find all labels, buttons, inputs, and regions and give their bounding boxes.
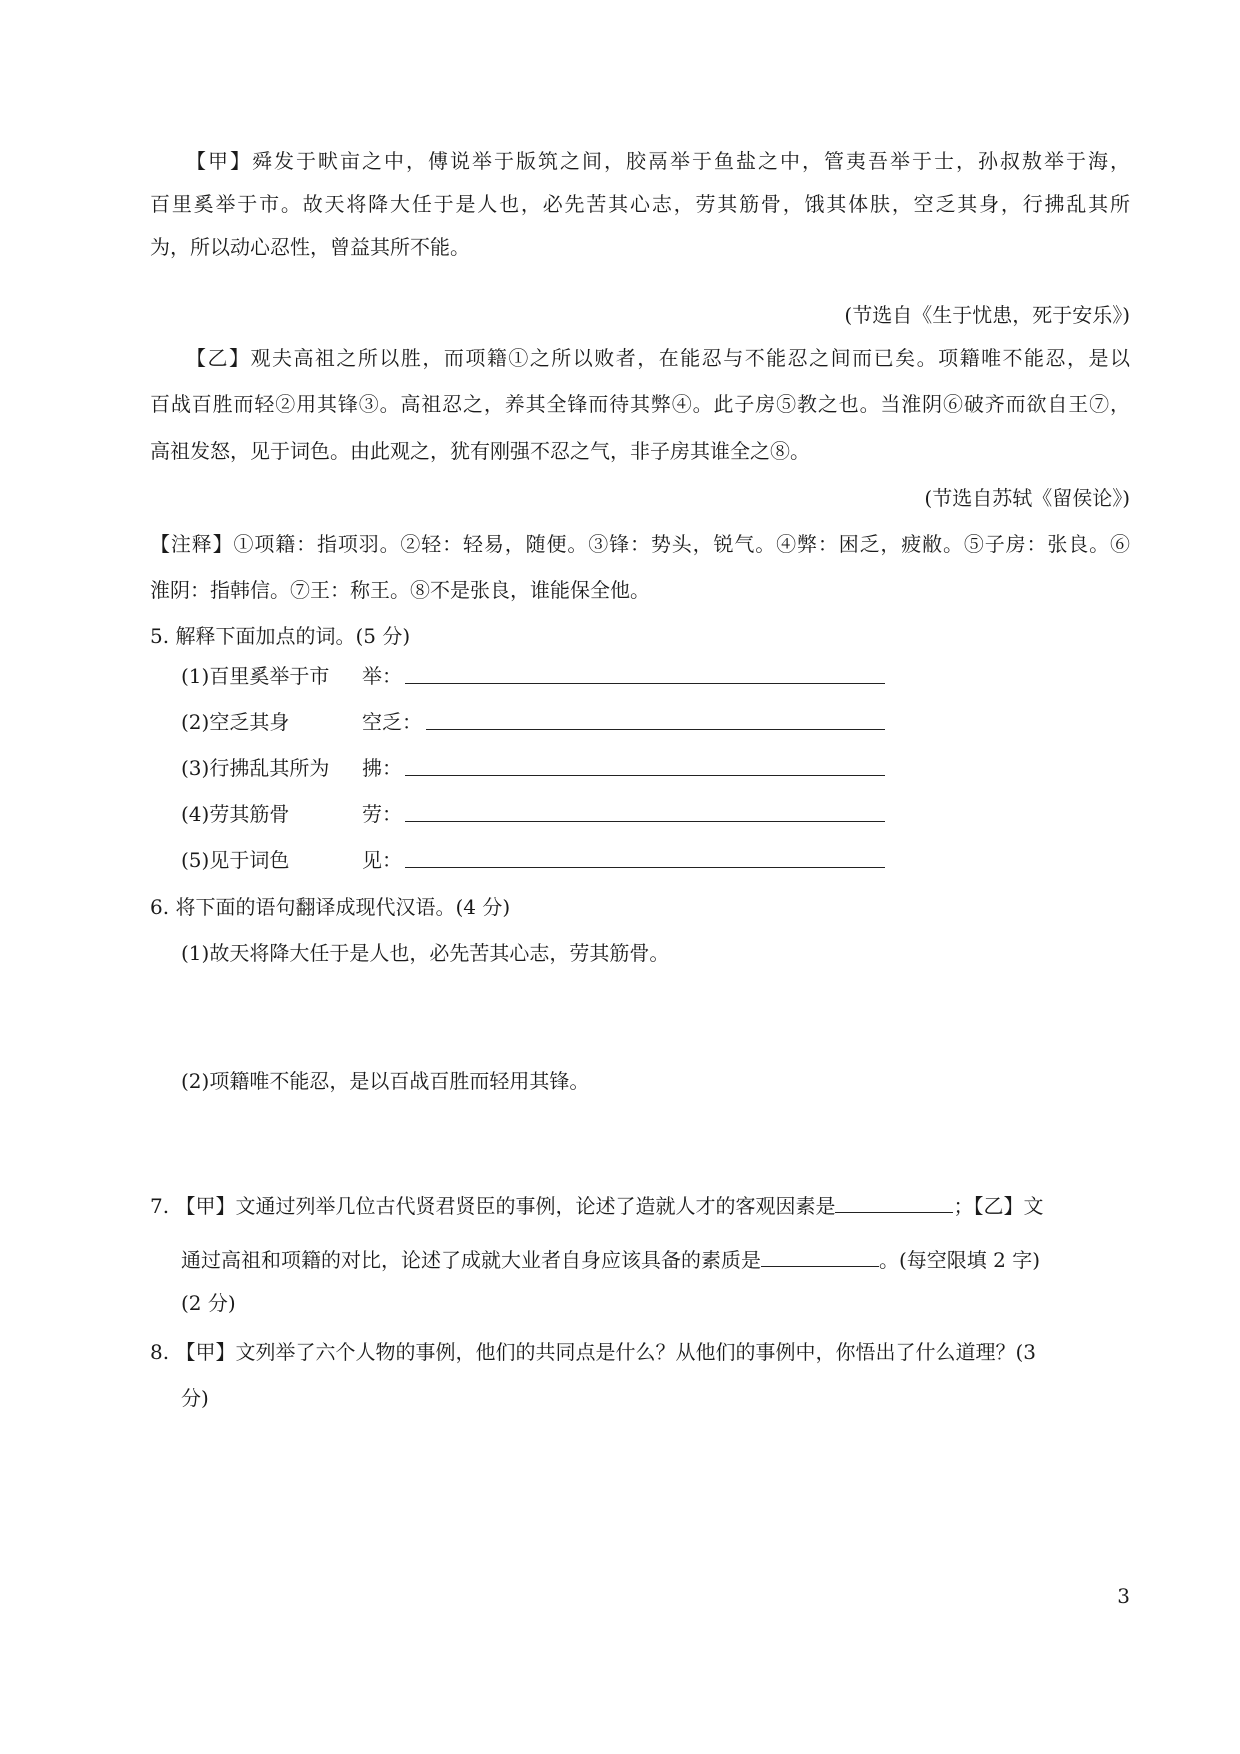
passage-yi-line-2: 百战百胜而轻②用其锋③。高祖忍之，养其全锋而待其弊④。此子房⑤教之也。当淮阴⑥破齐而欲自王⑦， [150, 392, 1130, 416]
q5-item-4-answer-blank[interactable] [405, 821, 885, 822]
q7-line-1 [150, 1192, 1130, 1220]
q5-item-3-text: (3)行拂乱其所为 [181, 756, 330, 780]
q5-item-5-text: (5)见于词色 [181, 848, 290, 872]
q5-item-2 [181, 708, 901, 736]
q5-item-1-answer-blank[interactable] [405, 683, 885, 684]
passage-jia-source: (节选自《生于忧患，死于安乐》) [844, 303, 1130, 327]
q5-item-3 [181, 754, 901, 782]
q7-blank-1[interactable] [835, 1194, 953, 1213]
q5-item-3-key: 拂： [362, 756, 402, 780]
q6-item-1: (1)故天将降大任于是人也，必先苦其心志，劳其筋骨。 [181, 941, 670, 965]
q5-item-1 [181, 662, 901, 690]
q5-item-1-text: (1)百里奚举于市 [181, 664, 330, 688]
passage-yi-line-3: 高祖发怒，见于词色。由此观之，犹有刚强不忍之气，非子房其谁全之⑧。 [150, 439, 810, 463]
q5-item-1-key: 举： [362, 664, 402, 688]
q5-stem: 5. 解释下面加点的词。(5 分) [150, 624, 411, 648]
passage-jia-line-2: 百里奚举于市。故天将降大任于是人也，必先苦其心志，劳其筋骨，饿其体肤，空乏其身，行拂乱其所 [150, 192, 1130, 216]
q6-stem: 6. 将下面的语句翻译成现代汉语。(4 分) [150, 895, 511, 919]
passage-jia-line-1: 【甲】舜发于畎亩之中，傅说举于版筑之间，胶鬲举于鱼盐之中，管夷吾举于士，孙叔敖举于海， [186, 149, 1130, 173]
q7-line-2 [181, 1246, 1130, 1274]
q8-line-2: 分) [181, 1386, 209, 1410]
passage-yi-source: (节选自苏轼《留侯论》) [924, 486, 1130, 510]
q5-item-4 [181, 800, 901, 828]
q5-item-5-key: 见： [362, 848, 402, 872]
q7-blank-2[interactable] [761, 1248, 879, 1267]
q5-item-5 [181, 846, 901, 874]
q6-item-2: (2)项籍唯不能忍，是以百战百胜而轻用其锋。 [181, 1069, 590, 1093]
q7-line-2-text-a: 通过高祖和项籍的对比，论述了成就大业者自身应该具备的素质是 [181, 1248, 761, 1272]
q5-item-4-key: 劳： [362, 802, 402, 826]
q5-item-2-text: (2)空乏其身 [181, 710, 290, 734]
q5-item-5-answer-blank[interactable] [405, 867, 885, 868]
q7-line-2-text-b: 。(每空限填 2 字) [879, 1248, 1041, 1272]
notes-line-2: 淮阴：指韩信。⑦王：称王。⑧不是张良，谁能保全他。 [150, 578, 650, 602]
page-number: 3 [1117, 1584, 1130, 1608]
q5-item-2-key: 空乏： [362, 710, 422, 734]
q7-line-1-text-b: ；【乙】文 [953, 1194, 1044, 1218]
q7-line-3: (2 分) [181, 1291, 236, 1315]
q8-line-1: 8. 【甲】文列举了六个人物的事例，他们的共同点是什么？从他们的事例中，你悟出了什么道理？(3 [150, 1340, 1036, 1364]
q5-item-2-answer-blank[interactable] [426, 729, 885, 730]
notes-line-1: 【注释】①项籍：指项羽。②轻：轻易，随便。③锋：势头，锐气。④弊：困乏，疲敝。⑤子房：张良。⑥ [150, 532, 1130, 556]
passage-yi-line-1: 【乙】观夫高祖之所以胜，而项籍①之所以败者，在能忍与不能忍之间而已矣。项籍唯不能忍，是以 [186, 346, 1130, 370]
q5-item-3-answer-blank[interactable] [405, 775, 885, 776]
passage-jia-line-3: 为，所以动心忍性，曾益其所不能。 [150, 235, 470, 259]
q5-item-4-text: (4)劳其筋骨 [181, 802, 290, 826]
q7-line-1-text-a: 7. 【甲】文通过列举几位古代贤君贤臣的事例，论述了造就人才的客观因素是 [150, 1194, 836, 1218]
